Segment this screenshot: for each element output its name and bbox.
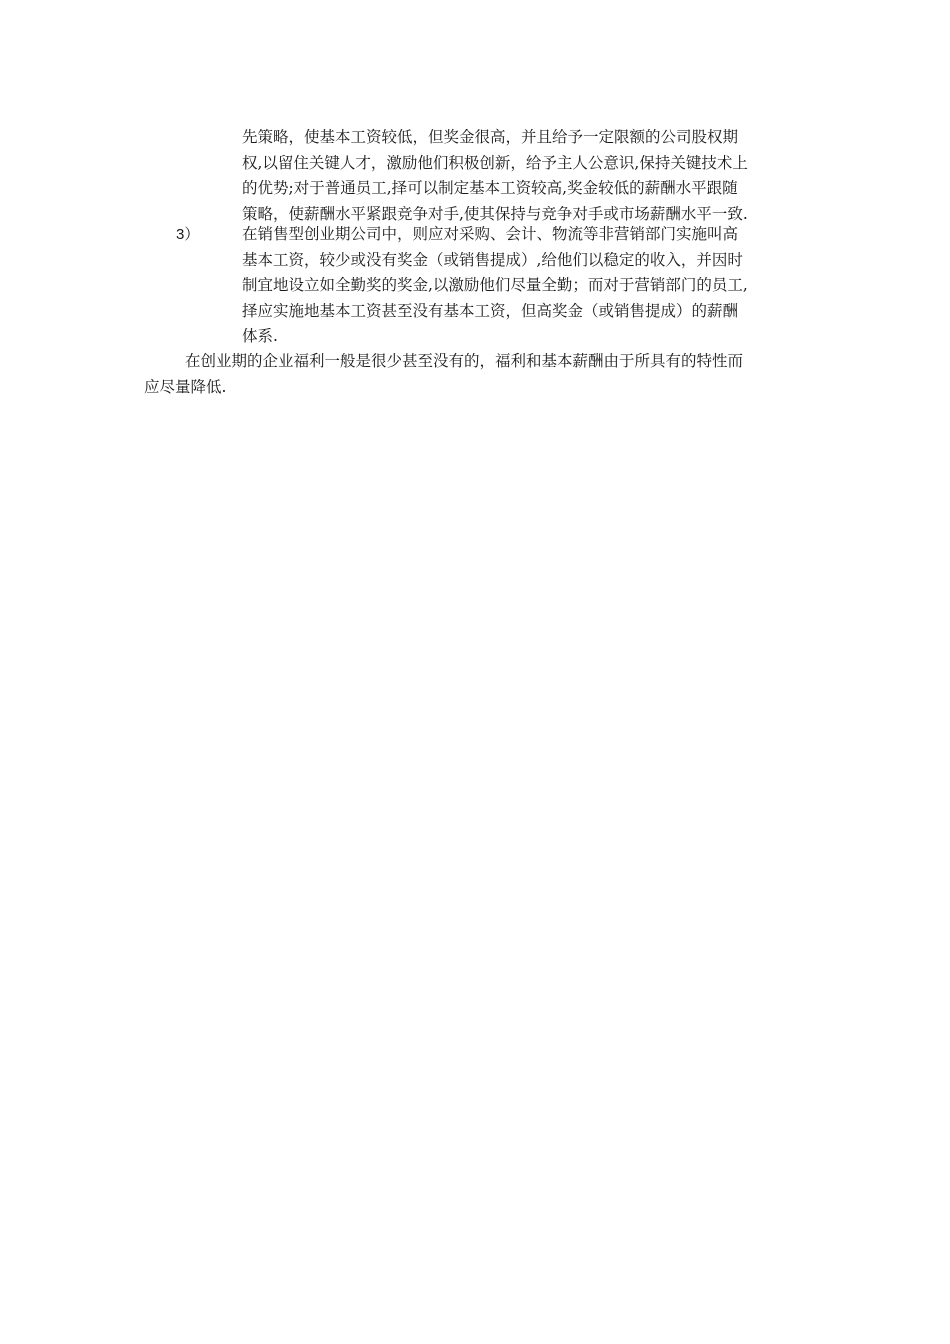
continuation-paragraph — [242, 125, 812, 227]
paragraph-line: 在创业期的企业福利一般是很少甚至没有的，福利和基本薪酬由于所具有的特性而 — [185, 352, 744, 370]
paragraph-line: 基本工资，较少或没有奖金（或销售提成）,给他们以稳定的收入，并因时 — [242, 250, 743, 269]
paragraph-line: 先策略，使基本工资较低，但奖金很高，并且给予一定限额的公司股权期 — [242, 128, 739, 146]
list-item-3 — [242, 222, 812, 350]
paragraph-line: 在销售型创业期公司中，则应对采购、会计、物流等非营销部门实施叫高 — [242, 225, 739, 243]
closing-paragraph — [144, 349, 812, 400]
paragraph-line: 择应实施地基本工资甚至没有基本工资，但高奖金（或销售提成）的薪酬 — [242, 301, 739, 320]
paragraph-line: 制宜地设立如全勤奖的奖金,以激励他们尽量全勤；而对于营销部门的员工, — [242, 276, 748, 294]
paragraph-line: 体系. — [242, 327, 278, 345]
paragraph-line: 应尽量降低. — [144, 377, 227, 396]
list-item-marker: 3） — [176, 226, 200, 243]
paragraph-line: 权,以留住关键人才，激励他们积极创新，给予主人公意识,保持关键技术上 — [242, 153, 748, 172]
paragraph-line: 策略，使薪酬水平紧跟竞争对手,使其保持与竞争对手或市场薪酬水平一致. — [242, 204, 748, 223]
paragraph-line: 的优势;对于普通员工,择可以制定基本工资较高,奖金较低的薪酬水平跟随 — [242, 179, 738, 197]
